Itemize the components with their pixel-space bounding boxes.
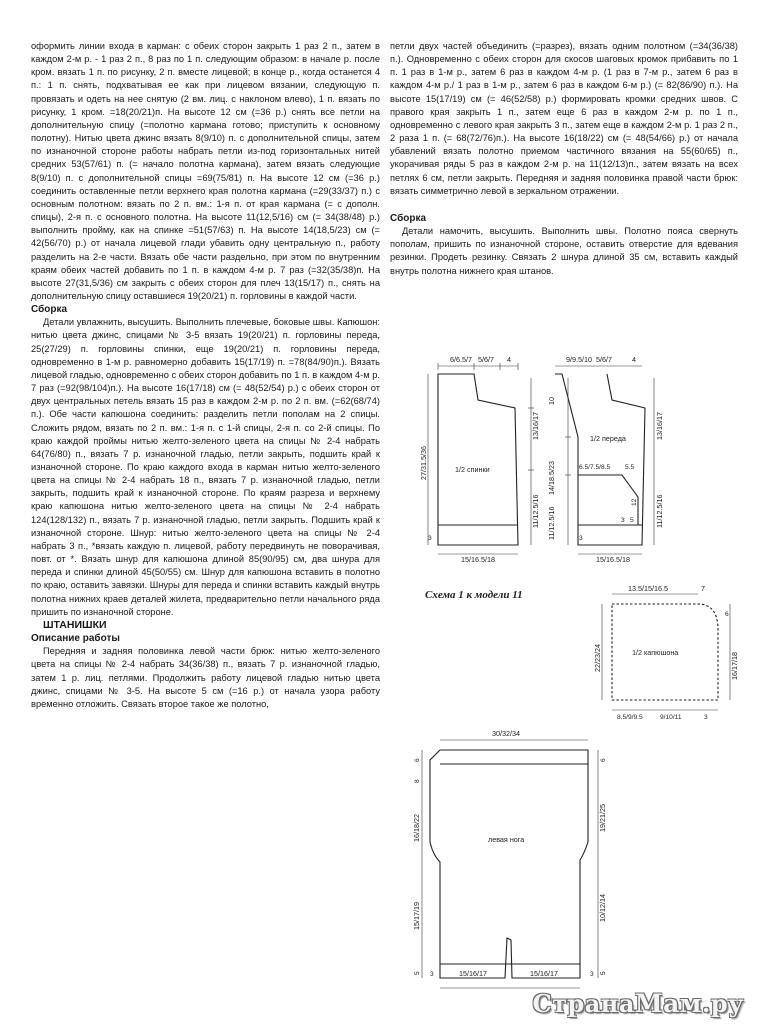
- hood-bottom-3-label: 3: [704, 714, 708, 721]
- hood-top-label: 13.5/15/16.5: [628, 584, 668, 593]
- site-watermark: [532, 989, 744, 1018]
- section-heading-assembly: Сборка: [31, 304, 68, 316]
- watermark-main: Мам: [634, 989, 702, 1018]
- pants-left-dim-3: 16/18/22: [412, 814, 421, 842]
- front-bottom-label: 15/16.5/18: [596, 555, 630, 564]
- section-heading-description: Описание работы: [31, 633, 120, 645]
- watermark-prefix: Страна: [532, 989, 635, 1018]
- pants-bottom-3-label: 15/16/17: [530, 969, 558, 978]
- front-left-low-label: 11/12.5/16: [547, 506, 556, 540]
- section-heading-assembly: Сборка: [390, 212, 427, 224]
- front-pocket-h3-label: 5: [630, 517, 634, 524]
- back-right-lower-label: 11/12.5/16: [531, 494, 540, 528]
- back-bottom-label: 15/16.5/18: [461, 555, 495, 564]
- front-right-upper-label: 13/16/17: [655, 412, 664, 440]
- pants-left-dim-4: 15/17/19: [412, 902, 421, 930]
- pants-right-dim-4: 5: [600, 971, 607, 975]
- back-piece-outline: [438, 374, 518, 545]
- hood-right-top-label: 6: [725, 611, 729, 618]
- front-top-dim-3: 4: [632, 355, 636, 364]
- back-top-dim-2: 5/6/7: [478, 355, 494, 364]
- paragraph: Детали намочить, высушить. Выполнить швы. Полотно пояса свернуть пополам, пришить по изнаночной стороне, оставить отверстие для вдевания резинки. Продеть резинку. Связать 2 шнура длиной 35 см, вставить каждый внутрь полотна нижнего края штанов.: [390, 226, 738, 276]
- front-pocket-h2-label: 3: [621, 517, 625, 524]
- paragraph: Передняя и задняя половинка левой части брюк: нитью желто-зеленого цвета на спицы № 2-4 набрать 34(36/38) п., вязать 7 р. изнаночной гладью, затем 1 р. лиц. петлями. Продолжить работу лицевой гладью нитью цвета джинс, спицами № 3-5. На высоте 5 см (=16 р.) от начала узора работу временно отложить. Связать второе такое же полотно,: [31, 646, 380, 709]
- back-rib-label: 3: [428, 535, 432, 542]
- paragraph: оформить линии входа в карман: с обеих сторон закрыть 1 раз 2 п., затем в каждом 2-м р. - 1 раз 2 п., 8 раз по 1 п. следующим образом: в начале р. после кром. вязать 1 п. по рисунку, 2 п. вместе лицевой; в конце р., когда останется 4 п.: 1 п. снять, подхватывая ее как при лицевом вязании, следующую п. провязать и одеть на нее снятую (2 вм. лиц. с наклоном влево), 1 п. вязать по рисунку, 1 кром. =18(20/21)п. На высоте 12 см (=36 р.) снять все петли на дополнительную спицу (=полотно кармана готово; приступить к основному полотну). Нитью цвета джинс вязать 8(9/10) п. с дополнительной спицы, затем по изнаночной стороне работы набрать петли из-под горизонтальных нитей средних 53(57/61) п. (= начало полотна кармана), затем вязать следующие 8(9/10) п. с дополнительной спицы =69(75/81) п. На высоте 12 см (=36 р.) соединить оставленные петли верхнего края полотна кармана (=29(33/37) п.) с основным полотном: вязать по 2 п. вм.: 1-я п. от края кармана (= с дополн. спицы), 2-я п. с основного полотна. На высоте 11(12,5/16) см (= 34(38/48) р.) выполнить пройму, как на спинке =51(57/63) п. На высоте 14(18,5/23) см (= 42(56/70) р.) от начала лицевой глади убавить одну центральную п., работу разделить на 2-е части. Вязать обе части раздельно, при этом по внутренним краям обеих частей добавить по 1 п. в каждом 4-м р. 7 раз (=32(35/38)п. На высоте 27(31,5/36) см закрыть с обеих сторон для плеч 13(15/17) п., снять на дополнительную спицу оставшиеся 19(20/21) п. горловины в каждой части.: [31, 41, 380, 301]
- watermark-suffix: .ру: [702, 989, 744, 1018]
- front-top-dim-2: 5/6/7: [596, 355, 612, 364]
- section-heading-pants: ШТАНИШКИ: [43, 618, 107, 631]
- pants-bottom-1-label: 3: [430, 971, 434, 978]
- back-piece-label: 1/2 спинки: [455, 465, 490, 474]
- front-left-top-label: 10: [547, 397, 556, 405]
- pants-right-dim-1: 6: [600, 758, 607, 762]
- back-height-label: 27/31.5/36: [419, 446, 428, 480]
- pants-left-dim-5: 5: [414, 971, 421, 975]
- hood-right-label: 16/17/18: [730, 652, 739, 680]
- front-pocket-outline: [578, 475, 638, 525]
- pants-right-dim-2: 19/21/25: [598, 804, 607, 832]
- pants-right-dim-3: 10/12/14: [598, 894, 607, 922]
- hood-left-label: 22/23/24: [593, 644, 602, 672]
- back-right-upper-label: 13/16/17: [531, 412, 540, 440]
- back-top-dim-1: 6/6.5/7: [450, 355, 472, 364]
- pants-piece-label: левая нога: [488, 835, 525, 844]
- front-pocket-height-label: 12: [631, 498, 638, 506]
- pants-top-label: 30/32/34: [492, 729, 520, 738]
- pants-outline: [430, 750, 588, 978]
- paragraph: Детали увлажнить, высушить. Выполнить плечевые, боковые швы. Капюшон: нитью цвета джинс, спицами № 3-5 вязать 19(20/21) п. горловины переда, 25(27/29) п. горловины спинки, еще 19(20/21) п. горловины переда, одновременно в 1-м р. равномерно добавить 15(17/19) п. =78(84/90)п.). Вязать лицевой гладью, одновременно с обеих сторон добавить по 1 п. в каждом 4-м р. 7 раз (=92(98/104)п.). На высоте 16(17/18) см (= 48(52/54) р.) с обеих сторон от двух центральных петель вязать 15 раз в каждом 2-м р. по 2 п. вм. (=62(68/74) п.). Обе части капюшона соединить: разделить петли пополам на 2 спицы. Сложить рядом, вязать по 2 п. вм.: 1-я п. с 1-й спицы, 2-я п. со 2-й спицы. По краю каждой проймы нитью желто-зеленого цвета на спицы № 2-4 набрать 64(76/80) п., вязать 7 р. изнаночной гладью, петли закрыть, подшить край к изнаночной стороне. По краю каждого входа в карман нитью желто-зеленого цвета на спицы № 2-4 набрать 18 п., вязать 7 р. изнаночной гладью, петли закрыть, подшить край к изнаночной стороне. По краям разреза и верхнему краю капюшона нитью желто-зеленого цвета на спицы № 2-4 набрать 124(128/132) п., вязать 7 р. изнаночной гладью, петли закрыть. Подшить край к изнаночной стороне. Шнур: нитью желто-зеленого цвета на спицы № 2-4 набрать 3 п., *вязать каждую п. лицевой, работу передвинуть не поворачивая, повт. от *. Вязать шнур для капюшона длиной 85(90/95) см, два шнура для переда и спинки длиной 45(50/55) см. Шнур для капюшона вставить в полотно по краю, оставить завязки. Шнуры для переда и спинки вставить каждый внутрь полотна нижних краев деталей жилета, предварительно петли начального ряда пришить по изнаночной стороне.: [31, 317, 380, 617]
- front-pocket-slant-label: 5.5: [625, 464, 635, 471]
- hood-bottom-2-label: 9/10/11: [660, 714, 682, 721]
- hood-top-right-label: 7: [701, 584, 705, 593]
- back-top-dim-3: 4: [507, 355, 511, 364]
- front-pocket-width-label: 6.5/7.5/8.5: [579, 464, 611, 471]
- front-right-lower-label: 11/12.5/16: [655, 494, 664, 528]
- pants-bottom-2-label: 15/16/17: [459, 969, 487, 978]
- pants-left-dim-2: 8: [414, 779, 421, 783]
- pants-bottom-4-label: 3: [590, 971, 594, 978]
- dimension-lines: [422, 363, 730, 988]
- pants-left-dim-1: 6: [414, 758, 421, 762]
- hood-piece-label: 1/2 капюшона: [632, 648, 679, 657]
- front-left-mid-label: 14/18.5/23: [547, 461, 556, 495]
- front-top-dim-1: 9/9.5/10: [566, 355, 592, 364]
- paragraph: петли двух частей объединить (=разрез), вязать одним полотном (=34(36/38) п.). Одновременно с обеих сторон для скосов шаговых кромок прибавить по 1 п. 1 раз в 1-м р., затем 6 раз в каждом 4-м р. (1 раз в 7-м р., затем 6 раз в каждом 4-м р./ 1 раз в 1-м р., затем 6 раз в каждом 6-м р.) (= 82(86/90) п.). На высоте 15(17/19) см (= 46(52/58) р.) формировать кромки средних швов. С правого края закрыть 1 п., затем еще 6 раз в каждом 2-м р. по 1 п., одновременно с левого края закрыть 3 п., затем еще в каждом 2-м р. 1 раз 2 п., 2 раза 1 п. (= 68(72/76)п.). На высоте 16(18/22) см (= 48(54/66) р.) от начала убавлений вязать полотно приемом частичного вязания на 55(60/65) п., укорачивая ряды 5 раз в каждом 2-м р. на 11(12/13)п., затем вязать на всех петлях 6 см, петли закрыть. Передняя и задняя половинка правой части брюк: вязать симметрично левой в зеркальном отражении.: [390, 41, 738, 196]
- hood-bottom-1-label: 8.5/9/9.5: [617, 714, 643, 721]
- diagram-caption: Схема 1 к модели 11: [425, 589, 523, 601]
- front-rib-label: 3: [579, 535, 583, 542]
- front-piece-label: 1/2 переда: [590, 434, 626, 443]
